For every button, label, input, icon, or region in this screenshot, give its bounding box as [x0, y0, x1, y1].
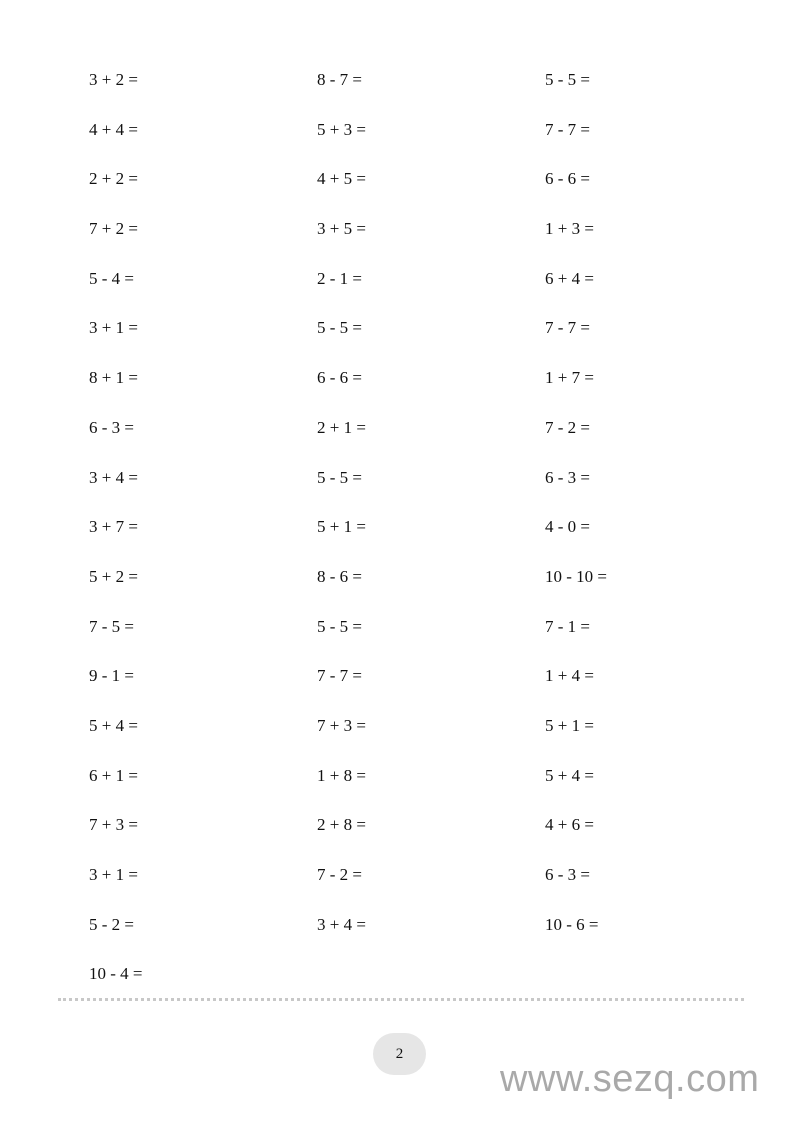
problem: 5 - 2 =: [89, 914, 134, 934]
problem: 7 - 2 =: [545, 417, 590, 437]
problem: 2 + 8 =: [317, 815, 366, 835]
problem: 5 + 4 =: [89, 715, 138, 735]
page-number: 2: [395, 1045, 404, 1062]
problem: 3 + 1 =: [89, 318, 138, 338]
problem: 8 + 1 =: [89, 368, 138, 388]
problem-row: [0, 863, 800, 913]
problem: 3 + 1 =: [89, 865, 138, 884]
problem: 7 - 5 =: [89, 616, 134, 636]
problem: 2 + 2 =: [89, 169, 138, 189]
problem-row: [0, 962, 800, 1012]
problem: 4 + 5 =: [317, 169, 366, 189]
problem: 8 - 6 =: [317, 566, 362, 586]
dotted-divider: [58, 998, 744, 1001]
problem: 7 - 1 =: [545, 616, 590, 636]
problem: 6 + 4 =: [545, 268, 594, 288]
problem: 1 + 7 =: [545, 368, 594, 388]
problem: 5 + 1 =: [317, 517, 366, 537]
problem: 1 + 4 =: [545, 666, 594, 686]
problem-row: [0, 764, 800, 814]
problem: 4 + 6 =: [545, 815, 594, 835]
problem: 10 - 6 =: [545, 914, 599, 934]
problem: 6 - 3 =: [545, 467, 590, 487]
problem-row: [0, 416, 800, 466]
problem-row: [0, 714, 800, 764]
problem: 2 + 1 =: [317, 417, 366, 437]
problem-row: [0, 267, 800, 317]
problem-grid: [0, 68, 800, 1012]
problem: 2 - 1 =: [317, 268, 362, 288]
problem-row: [0, 167, 800, 217]
problem: 3 + 7 =: [89, 517, 138, 537]
problem: 1 + 8 =: [317, 765, 366, 785]
problem: 6 - 6 =: [545, 169, 590, 189]
problem: 7 - 2 =: [317, 865, 362, 884]
problem: 7 + 3 =: [317, 715, 366, 735]
problem-row: [0, 913, 800, 963]
problem: 6 - 3 =: [545, 865, 590, 884]
problem: 6 - 6 =: [317, 368, 362, 388]
problem: 6 - 3 =: [89, 417, 134, 437]
problem: 3 + 2 =: [89, 70, 138, 89]
problem: 5 - 5 =: [317, 467, 362, 487]
problem: 10 - 10 =: [545, 566, 607, 586]
problem: 7 - 7 =: [545, 318, 590, 338]
problem: 5 - 5 =: [317, 616, 362, 636]
problem: 7 - 7 =: [317, 666, 362, 686]
page-number-badge: [373, 1033, 426, 1075]
problem: 7 + 3 =: [89, 815, 138, 835]
problem: 5 - 4 =: [89, 268, 134, 288]
problem-row: [0, 565, 800, 615]
problem: 1 + 3 =: [545, 219, 594, 239]
problem: 8 - 7 =: [317, 70, 362, 89]
problem: 5 + 3 =: [317, 119, 366, 139]
problem: 5 + 4 =: [545, 765, 594, 785]
problem-row: [0, 466, 800, 516]
problem: 4 + 4 =: [89, 119, 138, 139]
problem: 7 + 2 =: [89, 219, 138, 239]
problem: 10 - 4 =: [89, 964, 143, 984]
problem-row: [0, 217, 800, 267]
problem-row: [0, 813, 800, 863]
problem-row: [0, 316, 800, 366]
problem: 5 - 5 =: [317, 318, 362, 338]
problem-row: [0, 118, 800, 168]
problem: 5 - 5 =: [545, 70, 590, 89]
problem: 5 + 2 =: [89, 566, 138, 586]
problem-row: [0, 615, 800, 665]
problem: 3 + 5 =: [317, 219, 366, 239]
problem-row: [0, 366, 800, 416]
problem-row: [0, 68, 800, 118]
problem: 7 - 7 =: [545, 119, 590, 139]
problem: 3 + 4 =: [317, 914, 366, 934]
problem: 6 + 1 =: [89, 765, 138, 785]
problem-row: [0, 515, 800, 565]
problem: 4 - 0 =: [545, 517, 590, 537]
site-watermark: www.sezq.com: [500, 1058, 760, 1100]
problem: 9 - 1 =: [89, 666, 134, 686]
problem: 5 + 1 =: [545, 715, 594, 735]
problem-row: [0, 664, 800, 714]
problem: 3 + 4 =: [89, 467, 138, 487]
